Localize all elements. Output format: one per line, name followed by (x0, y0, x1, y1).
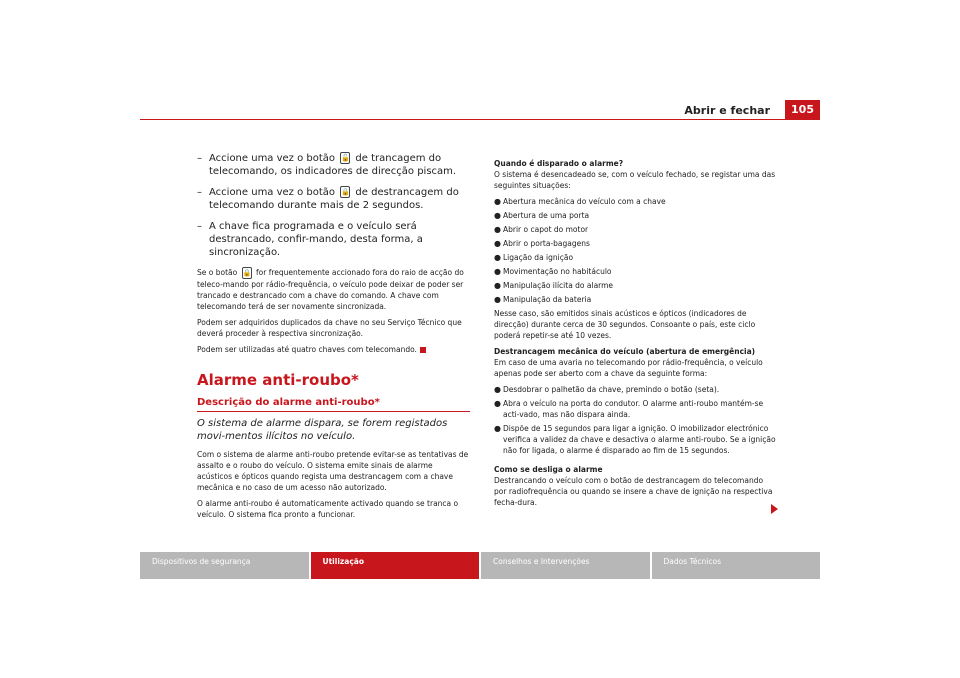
note-paragraph: Podem ser adquiridos duplicados da chave no seu Serviço Técnico que deverá proceder à respectiva sincronização. (197, 318, 462, 338)
list-item: ● Movimentação no habitáculo (494, 267, 612, 276)
continue-arrow-icon (771, 504, 778, 514)
instruction-step: – A chave fica programada e o veículo será destrancado, confir-mando, desta forma, a sincronização. (197, 221, 423, 258)
tab-dispositivos-de-seguranca[interactable]: Dispositivos de segurança (140, 552, 309, 579)
bullet-icon: ● (494, 267, 501, 276)
bullet-icon: ● (494, 197, 501, 206)
tab-dados-tecnicos[interactable]: Dados Técnicos (652, 552, 821, 579)
list-item: ● Abertura de uma porta (494, 211, 590, 220)
list-item: ● Dispõe de 15 segundos para ligar a ignição. O imobilizador electrónico verifica a validez da chave e desactiva o alarme anti-roubo. Se a ignição não for ligada, o alarme é disparado ao fim de 15 segundos. (494, 424, 776, 455)
list-item: ● Abra o veículo na porta do condutor. O alarme anti-roubo mantém-se acti-vado, mas não dispara ainda. (494, 399, 764, 419)
lead-text: O sistema de alarme dispara, se forem registados movi-mentos ilícitos no veículo. (197, 418, 448, 442)
bullet-icon: ● (494, 225, 501, 234)
bullet-icon: ● (494, 399, 501, 408)
tab-utilizacao[interactable]: Utilização (311, 552, 480, 579)
note-paragraph: Se o botão 🔒 for frequentemente accionado fora do raio de acção do teleco-mando por rádio-frequência, o veículo pode deixar de poder ser trancado e destrancado com a chave do comando. A chave com telecomando terá de ser novamente sincronizada. (197, 268, 464, 311)
bullet-icon: ● (494, 295, 501, 304)
note-paragraph: Podem ser utilizadas até quatro chaves com telecomando. (197, 344, 470, 355)
tab-conselhos-e-intervencoes[interactable]: Conselhos e Intervenções (481, 552, 650, 579)
emergency-opening-list (494, 384, 776, 456)
list-item: ● Manipulação ilícita do alarme (494, 281, 614, 290)
running-header-title: Abrir e fechar (684, 104, 770, 117)
body-paragraph: Nesse caso, são emitidos sinais acústicos e ópticos (indicadores de direcção) durante cerca de 30 segundos. Consoante o país, este ciclo poderá repetir-se até 10 vezes. (494, 309, 756, 340)
section-title: Alarme anti-roubo* (197, 371, 359, 389)
alarm-trigger-list (494, 196, 776, 305)
bullet-icon: ● (494, 385, 501, 394)
subheading: Destrancagem mecânica do veículo (abertura de emergência) (494, 347, 756, 356)
unlock-button-icon: 🔒 (242, 269, 252, 277)
instruction-step: – Accione uma vez o botão 🔒 de destrancagem do telecomando durante mais de 2 segundos. (197, 187, 459, 211)
list-item: ● Abertura mecânica do veículo com a chave (494, 197, 666, 206)
bullet-icon: ● (494, 253, 501, 262)
list-item: ● Manipulação da bateria (494, 295, 592, 304)
page-number: 105 (785, 100, 820, 120)
list-item: ● Abrir o porta-bagagens (494, 239, 590, 248)
list-item: ● Desdobrar o palhetão da chave, premindo o botão (seta). (494, 385, 720, 394)
body-paragraph: Com o sistema de alarme anti-roubo pretende evitar-se as tentativas de assalto e o roubo do veículo. O sistema emite sinais de alarme acústicos e ópticos quando regista uma destrancagem com a chave mecânica e no caso de um acesso não autorizado. (197, 450, 469, 492)
body-paragraph: Em caso de uma avaria no telecomando por rádio-frequência, o veículo apenas pode ser aberto com a chave da seguinte forma: (494, 358, 763, 378)
unlock-button-icon: 🔒 (341, 188, 350, 196)
end-of-section-icon (420, 347, 426, 353)
list-item: ● Abrir o capot do motor (494, 225, 589, 234)
subsection-title: Descrição do alarme anti-roubo* (197, 397, 470, 412)
bullet-icon: ● (494, 211, 501, 220)
body-paragraph: O sistema é desencadeado se, com o veículo fechado, se registar uma das seguintes situações: (494, 170, 776, 190)
footer-nav (140, 552, 820, 579)
left-column (197, 152, 470, 525)
instruction-step: – Accione uma vez o botão 🔓 de trancagem do telecomando, os indicadores de direcção piscam. (197, 153, 457, 177)
body-paragraph: Destrancando o veículo com o botão de destrancagem do telecomando por radiofrequência ou quando se insere a chave de ignição na respectiva fecha-dura. (494, 476, 773, 507)
right-column (494, 158, 776, 513)
bullet-icon: ● (494, 281, 501, 290)
bullet-icon: ● (494, 424, 501, 433)
bullet-icon: ● (494, 239, 501, 248)
lock-button-icon: 🔓 (341, 154, 350, 162)
subheading: Como se desliga o alarme (494, 465, 603, 474)
list-item: ● Ligação da ignição (494, 253, 574, 262)
body-paragraph: O alarme anti-roubo é automaticamente activado quando se tranca o veículo. O sistema fica pronto a funcionar. (197, 499, 459, 519)
subheading: Quando é disparado o alarme? (494, 159, 624, 168)
header-rule (140, 119, 820, 120)
